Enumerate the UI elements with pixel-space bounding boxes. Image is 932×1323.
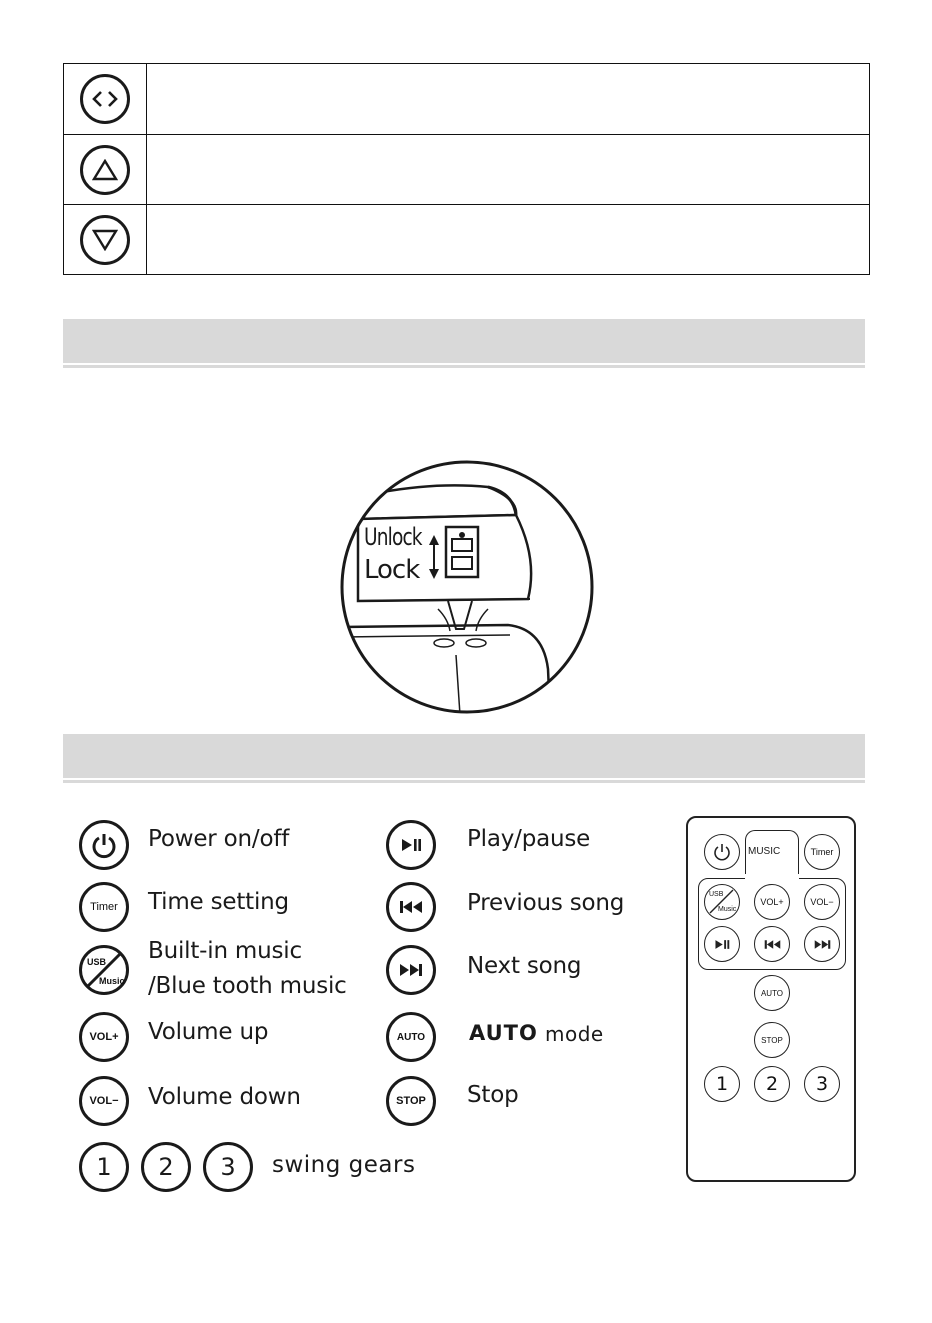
next-track-icon (386, 945, 436, 995)
remote-timer-button[interactable]: Timer (804, 834, 840, 870)
lock-illustration (338, 459, 596, 715)
auto-icon (386, 1012, 436, 1062)
vol-down-icon-text: VOL− (89, 1095, 119, 1107)
remote-vol-down-button[interactable]: VOL− (804, 884, 840, 920)
timer-icon-text: Timer (90, 901, 118, 913)
remote-stop-button[interactable]: STOP (754, 1022, 790, 1058)
stop-icon-text: STOP (396, 1095, 426, 1107)
legend-vol-up-label: Volume up (148, 1019, 269, 1045)
legend-music-label-line1: Built-in music (148, 938, 302, 964)
button-table (63, 63, 870, 275)
remote-usb-music-button[interactable]: USB Music (704, 884, 740, 920)
section-header-bar (63, 319, 865, 363)
gear-1-icon-text: 1 (96, 1153, 112, 1181)
legend-music-label-line2: /Blue tooth music (148, 973, 347, 999)
remote-vol-up-button[interactable]: VOL+ (754, 884, 790, 920)
left-right-arrows-icon (80, 74, 130, 124)
remote-gear-3-button[interactable]: 3 (804, 1066, 840, 1102)
vol-down-icon (79, 1076, 129, 1126)
table-cell-description (148, 64, 869, 134)
triangle-up-icon (80, 145, 130, 195)
remote-auto-button[interactable]: AUTO (754, 975, 790, 1011)
music-icon-text: Music (99, 976, 125, 986)
gear-2-icon-text: 2 (158, 1153, 174, 1181)
section-header-bar (63, 734, 865, 778)
section-divider (63, 365, 865, 368)
remote-power-button[interactable] (704, 834, 740, 870)
legend-swing-label: swing gears (272, 1152, 416, 1178)
section-divider (63, 780, 865, 783)
legend-prev-label: Previous song (467, 890, 625, 916)
gear-3-icon-text: 3 (220, 1153, 236, 1181)
legend-timer-label: Time setting (148, 889, 289, 915)
usb-music-icon (79, 945, 129, 995)
table-row (64, 64, 869, 134)
vol-up-icon-text: VOL+ (89, 1031, 119, 1043)
lock-label: Lock (364, 555, 420, 585)
remote-gear-1-button[interactable]: 1 (704, 1066, 740, 1102)
remote-play-pause-button[interactable] (704, 926, 740, 962)
stop-icon (386, 1076, 436, 1126)
unlock-label: Unlock (364, 523, 422, 551)
legend-auto-bold: AUTO (469, 1021, 538, 1045)
gear-3-icon (203, 1142, 253, 1192)
auto-icon-text: AUTO (396, 1031, 426, 1043)
table-cell-description (148, 205, 869, 274)
gear-2-icon (141, 1142, 191, 1192)
gear-1-icon (79, 1142, 129, 1192)
triangle-down-icon (80, 215, 130, 265)
legend-play-label: Play/pause (467, 826, 591, 852)
timer-icon (79, 882, 129, 932)
remote-control (686, 816, 856, 1182)
legend-next-label: Next song (467, 953, 582, 979)
vol-up-icon (79, 1012, 129, 1062)
legend-stop-label: Stop (467, 1082, 519, 1108)
legend-auto-rest: mode (545, 1022, 604, 1046)
table-row (64, 204, 869, 274)
remote-previous-button[interactable] (754, 926, 790, 962)
remote-gear-2-button[interactable]: 2 (754, 1066, 790, 1102)
power-icon (79, 820, 129, 870)
usb-icon-text: USB (87, 957, 107, 967)
previous-track-icon (386, 882, 436, 932)
table-row (64, 134, 869, 204)
remote-music-label: MUSIC (748, 846, 781, 857)
legend-vol-down-label: Volume down (148, 1084, 301, 1110)
play-pause-icon (386, 820, 436, 870)
legend-power-label: Power on/off (148, 826, 290, 852)
remote-next-button[interactable] (804, 926, 840, 962)
table-cell-description (148, 135, 869, 204)
